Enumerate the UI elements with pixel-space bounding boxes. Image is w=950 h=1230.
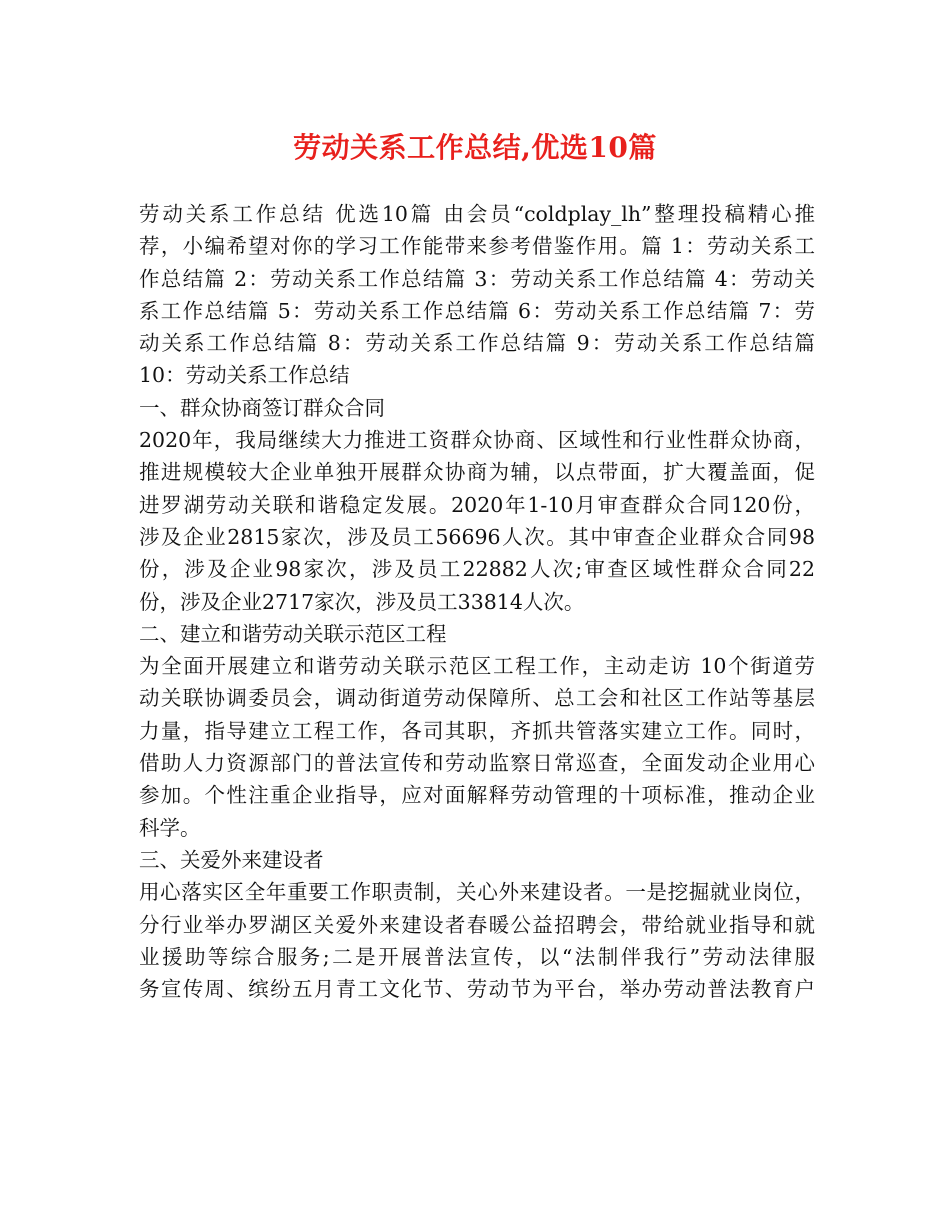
body-line: 10：劳动关系工作总结 (139, 363, 350, 388)
body-line: 参加。个性注重企业指导，应对面解释劳动管理的十项标准，推动企业 (139, 783, 815, 808)
body-line: 2020年，我局继续大力推进工资群众协商、区域性和行业性群众协商， (139, 428, 815, 453)
body-line: 分行业举办罗湖区关爱外来建设者春暖公益招聘会，带给就业指导和就 (139, 912, 815, 937)
body-line: 劳动关系工作总结 优选10篇 由会员“coldplay_lh”整理投稿精心推 (139, 202, 815, 226)
body-line: 力量，指导建立工程工作，各司其职，齐抓共管落实建立工作。同时， (139, 718, 815, 743)
body-line: 动关联协调委员会，调动街道劳动保障所、总工会和社区工作站等基层 (139, 686, 815, 711)
body-line: 份，涉及企业98家次，涉及员工22882人次;审查区域性群众合同22 (139, 557, 815, 582)
body-line: 业援助等综合服务;二是开展普法宣传，以“法制伴我行”劳动法律服 (139, 944, 815, 969)
section-heading: 二、建立和谐劳动关联示范区工程 (139, 621, 447, 646)
body-line: 涉及企业2815家次，涉及员工56696人次。其中审查企业群众合同98 (139, 524, 815, 549)
document-body (139, 198, 815, 1005)
body-line: 荐，小编希望对你的学习工作能带来参考借鉴作用。篇 1：劳动关系工 (139, 234, 815, 259)
body-line: 进罗湖劳动关联和谐稳定发展。2020年1-10月审查群众合同120份， (139, 492, 815, 517)
section-heading: 一、群众协商签订群众合同 (139, 395, 385, 420)
body-line: 用心落实区全年重要工作职责制，关心外来建设者。一是挖掘就业岗位， (139, 880, 815, 905)
body-line: 推进规模较大企业单独开展群众协商为辅，以点带面，扩大覆盖面，促 (139, 460, 815, 485)
body-line: 为全面开展建立和谐劳动关联示范区工程工作，主动走访 10个街道劳 (139, 654, 815, 679)
section-heading: 三、关爱外来建设者 (139, 847, 324, 872)
body-line: 借助人力资源部门的普法宣传和劳动监察日常巡查，全面发动企业用心 (139, 751, 815, 776)
body-line: 作总结篇 2：劳动关系工作总结篇 3：劳动关系工作总结篇 4：劳动关 (139, 266, 815, 291)
body-line: 系工作总结篇 5：劳动关系工作总结篇 6：劳动关系工作总结篇 7：劳 (139, 298, 815, 323)
body-line: 科学。 (139, 815, 201, 840)
body-line: 份，涉及企业2717家次，涉及员工33814人次。 (139, 589, 585, 614)
document-title: 劳动关系工作总结,优选10篇 (293, 131, 657, 164)
body-line: 动关系工作总结篇 8：劳动关系工作总结篇 9：劳动关系工作总结篇 (139, 331, 815, 356)
body-line: 务宣传周、缤纷五月青工文化节、劳动节为平台，举办劳动普法教育户 (139, 977, 815, 1002)
